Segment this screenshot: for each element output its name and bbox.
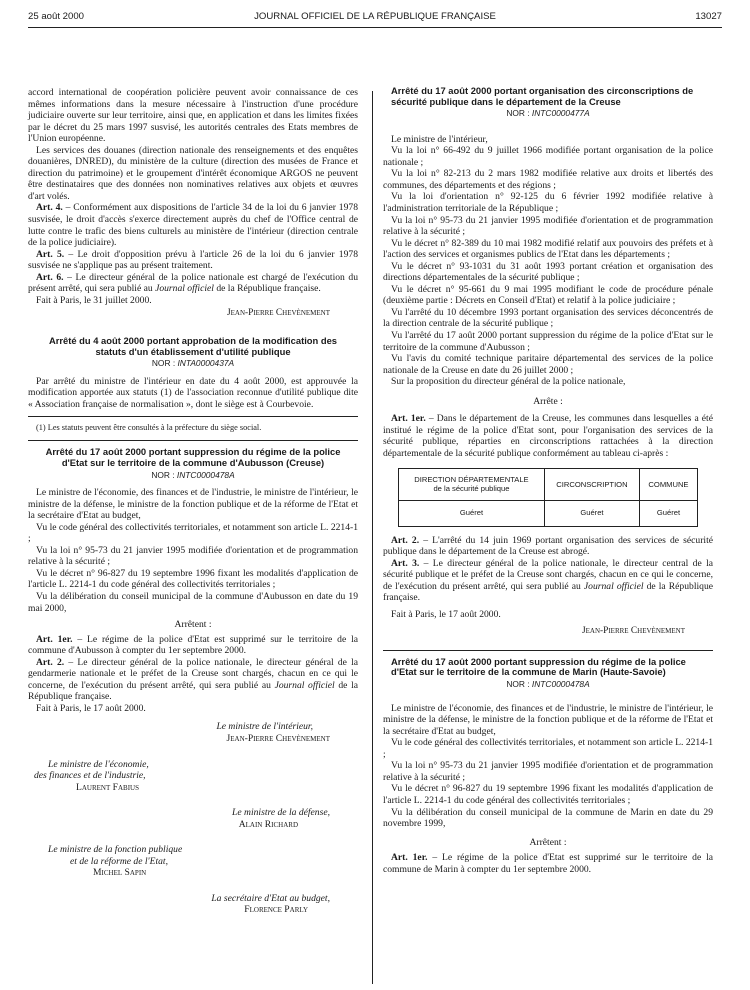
preamble: Le ministre de l'économie, des finances et de l'industrie, le ministre de l'intérieur, le ministre de la défense, le ministre de la fonction publique et de la réforme de l'Etat et la secrétaire d'Etat au budget,: [383, 702, 713, 737]
decree-title: Arrêté du 4 août 2000 portant approbation de la modification des statuts d'un établissement d'utilité publique: [48, 334, 338, 357]
visa: Vu le décret n° 82-389 du 10 mai 1982 modifié relatif aux pouvoirs des préfets et à l'action des services et organismes publics de l'Etat dans les départements ;: [383, 237, 713, 261]
visa: Vu la loi n° 95-73 du 21 janvier 1995 modifiée d'orientation et de programmation relative à la sécurité ;: [383, 214, 713, 238]
signature-block: [28, 721, 358, 916]
visa: Vu la délibération du conseil municipal de la commune d'Aubusson en date du 19 mai 2000,: [28, 590, 358, 614]
visa: Vu la loi n° 95-73 du 21 janvier 1995 modifiée d'orientation et de programmation relative à la sécurité ;: [28, 544, 358, 568]
nor-code: INTC0000478A: [531, 679, 590, 690]
nor-code: INTA0000437A: [177, 358, 235, 369]
journal-officiel-ref: Journal officiel: [155, 283, 214, 295]
nor-label: NOR :: [506, 108, 532, 119]
nor-code: INTC0000477A: [531, 108, 590, 119]
article-text: – Dans le département de la Creuse, les communes dans lesquelles a été institué le régime de la police d'Etat sont, pour l'organisation des services de la sécurité publique, réparties en circonscriptions rattachées à la direction départementale de la sécurité publique conformément au tableau ci-après :: [383, 413, 713, 459]
article-2: [383, 535, 713, 558]
article-label: Art. 2.: [391, 534, 420, 546]
article-text: – Le droit d'opposition prévu à l'article 26 de la loi du 6 janvier 1978 susvisée ne s'applique pas au présent traitement.: [28, 248, 358, 272]
column-header: COMMUNE: [639, 468, 697, 500]
fait-date: Fait à Paris, le 31 juillet 2000.: [36, 294, 152, 306]
intro-paragraph: accord international de coopération policière peuvent avoir connaissance de ces mêmes informations dans la mesure nécessaire à l'instruction d'une procédure judiciaire ouverte sur leur territoire, ainsi que, en application et dans les limites fixées par le décret du 25 mars 1997 susvisé, les autorités centrales des Etats membres de l'Union européenne.: [28, 87, 358, 145]
visa: Vu la loi n° 95-73 du 21 janvier 1995 modifiée d'orientation et de programmation relative à la sécurité ;: [383, 760, 713, 783]
header-journal-title: JOURNAL OFFICIEL DE LA RÉPUBLIQUE FRANÇAISE: [254, 11, 496, 22]
article-text: – L'arrêté du 14 juin 1969 portant organisation des services de sécurité publique dans le département de la Creuse est abrogé.: [383, 534, 713, 558]
article-text: – Le régime de la police d'Etat est supprimé sur le territoire de la commune d'Aubusson à compter du 1er septembre 2000.: [28, 633, 359, 657]
visa: Vu la délibération du conseil municipal de la commune de Marin en date du 29 novembre 1999,: [383, 806, 713, 830]
signatory-name: Alain Richard: [238, 818, 298, 830]
article-text: – Le directeur général de la police nationale, le directeur général de la gendarmerie nationale et le préfet de la Creuse sont chargés, chacun en ce qui le concerne, de l'exécution du présent arrêté, qui sera publié au: [28, 656, 358, 691]
article-2: [28, 657, 358, 703]
article-1: [28, 634, 358, 657]
article-text: – Le directeur général de la police nationale, le directeur central de la sécurité publique et le préfet de la Creuse sont chargés, chacun en ce qui le concerne, de l'exécution du présent arrêté, qui sera publié au: [383, 557, 713, 592]
preamble: Le ministre de l'économie, des finances et de l'industrie, le ministre de l'intérieur, le ministre de la défense, le ministre de la fonction publique et de la réforme de l'Etat et la secrétaire d'Etat au budget,: [28, 487, 358, 522]
article-text: de la République française.: [28, 679, 358, 703]
signatory-role: Le ministre de la fonction publique: [48, 844, 183, 856]
article-label: Art. 3.: [391, 557, 420, 569]
section-rule: [383, 650, 713, 651]
table-row: [399, 500, 698, 526]
article-text: – Le régime de la police d'Etat est supprimé sur le territoire de la commune de Marin à compter du 1er septembre 2000.: [383, 852, 714, 875]
nor-label: NOR :: [151, 469, 177, 480]
article-1: [383, 852, 713, 875]
article-label: Art. 6.: [36, 271, 64, 283]
minister-line: Le ministre de l'intérieur,: [391, 133, 488, 145]
visa: Vu la loi d'orientation n° 92-125 du 6 février 1992 modifiée relative à l'administration territoriale de la République ;: [383, 191, 713, 215]
decree-title: Arrêté du 17 août 2000 portant organisation des circonscriptions de sécurité publique dans le département de la Creuse: [391, 85, 694, 107]
signatory-name: Jean-Pierre Chevènement: [226, 732, 330, 744]
header-date: 25 août 2000: [28, 11, 85, 22]
signatory-role: Le ministre de l'économie,: [48, 758, 149, 770]
article-label: Art. 1er.: [391, 852, 428, 864]
signatory-role: et de la réforme de l'Etat,: [70, 855, 168, 867]
article-label: Art. 2.: [36, 656, 65, 668]
article-4: [28, 202, 358, 248]
visa: Vu l'arrêté du 10 décembre 1993 portant organisation des services déconcentrés de la direction centrale de la sécurité publique ;: [383, 306, 713, 330]
signatory-role: des finances et de l'industrie,: [34, 770, 146, 782]
table-cell: Guéret: [544, 500, 639, 526]
visa: Sur la proposition du directeur général de la police nationale,: [391, 376, 626, 388]
article-label: Art. 5.: [36, 248, 65, 260]
signatory-name: Michel Sapin: [93, 867, 147, 879]
nor-code: INTC0000478A: [176, 469, 235, 480]
visa: Vu le code général des collectivités territoriales, et notamment son article L. 2214-1 ;: [28, 521, 358, 545]
article-label: Art. 1er.: [391, 413, 426, 425]
arrete-heading: Arrête :: [533, 395, 563, 407]
signatory-name: Laurent Fabius: [76, 781, 139, 793]
signatory-role: Le ministre de la défense,: [232, 807, 330, 819]
nor-reference: [28, 470, 358, 482]
visa: Vu le décret n° 95-661 du 9 mai 1995 modifiant le code de procédure pénale (deuxième partie : Décrets en Conseil d'Etat) et relatif à la police judiciaire ;: [383, 283, 713, 307]
column-header: CIRCONSCRIPTION: [544, 468, 639, 500]
signatory-role: La secrétaire d'Etat au budget,: [211, 892, 330, 904]
article-text: – Conformément aux dispositions de l'article 34 de la loi du 6 janvier 1978 susvisée, le droit d'accès s'exerce directement auprès du chef de l'Office central de lutte contre le trafic des biens culturels au ministère de l'intérieur (direction centrale de la police judiciaire).: [28, 202, 358, 249]
signatory-role: Le ministre de l'intérieur,: [216, 721, 313, 733]
table-cell: Guéret: [639, 500, 697, 526]
header-rule: [28, 27, 722, 28]
visa: Vu la loi n° 82-213 du 2 mars 1982 modifiée relative aux droits et libertés des communes, des départements et des régions ;: [383, 168, 713, 191]
article-text: – Le directeur général de la police nationale est chargé de l'exécution du présent arrêté, qui sera publié au: [28, 271, 358, 295]
visa: Vu la loi n° 66-492 du 9 juillet 1966 modifiée portant organisation de la police nationale ;: [383, 145, 713, 168]
left-column: [28, 87, 358, 916]
visa: Vu le décret n° 96-827 du 19 septembre 1996 fixant les modalités d'application de l'article L. 2214-1 du code général des collectivités territoriales ;: [28, 567, 358, 591]
journal-officiel-ref: Journal officiel: [274, 679, 335, 691]
approval-paragraph: Par arrêté du ministre de l'intérieur en date du 4 août 2000, est approuvée la modification apportée aux statuts (1) de l'association reconnue d'utilité publique dite « Association française de normalisation », dont le siège est à Courbevoie.: [28, 375, 358, 410]
column-divider: [372, 91, 373, 984]
article-text: de la République française.: [213, 283, 321, 295]
nor-reference: [383, 108, 713, 120]
arretent-heading: Arrêtent :: [529, 836, 567, 848]
visa: Vu le code général des collectivités territoriales, et notamment son article L. 2214-1 ;: [383, 737, 713, 760]
table-header-row: [399, 468, 698, 500]
circonscriptions-table: [398, 468, 698, 527]
journal-officiel-ref: Journal officiel: [583, 580, 644, 592]
column-header: [399, 468, 545, 500]
article-label: Art. 4.: [36, 202, 63, 214]
page-header: [28, 11, 722, 25]
header-line: de la sécurité publique: [433, 484, 510, 493]
article-5: [28, 249, 358, 272]
article-text: de la République française.: [383, 580, 714, 604]
article-6: [28, 272, 358, 295]
nor-reference: [28, 358, 358, 370]
visa: Vu le décret n° 96-827 du 19 septembre 1996 fixant les modalités d'application de l'article L. 2214-1 du code général des collectivités territoriales ;: [383, 783, 713, 806]
fait-date: Fait à Paris, le 17 août 2000.: [36, 702, 146, 714]
footnote: (1) Les statuts peuvent être consultés à la préfecture du siège social.: [36, 423, 262, 433]
decree-title: Arrêté du 17 août 2000 portant suppression du régime de la police d'Etat sur le territoire de la commune de Marin (Haute-Savoie): [391, 655, 686, 678]
right-column: [383, 86, 713, 875]
arretent-heading: Arrêtent :: [174, 619, 212, 631]
fait-date: Fait à Paris, le 17 août 2000.: [391, 608, 501, 620]
signatory-name: Florence Parly: [244, 904, 308, 916]
decree-title: Arrêté du 17 août 2000 portant suppression du régime de la police d'Etat sur le territoire de la commune d'Aubusson (Creuse): [45, 446, 341, 468]
footnote-rule: [28, 416, 358, 417]
nor-label: NOR :: [506, 679, 532, 690]
table-cell: Guéret: [399, 500, 545, 526]
header-page-number: 13027: [695, 11, 722, 22]
signature: Jean-Pierre Chevènement: [226, 308, 330, 319]
nor-reference: [383, 679, 713, 691]
article-1: [383, 413, 713, 459]
douanes-paragraph: Les services des douanes (direction nationale des renseignements et des enquêtes douanières, DNRED), du ministère de la culture (direction des musées de France et direction du patrimoine) et le groupement d'intérêt économique ARGOS ne peuvent être destinataires que des données non nominatives relatives aux objets et œuvres d'art volés.: [28, 144, 358, 202]
article-label: Art. 1er.: [36, 633, 73, 645]
visa: Vu l'avis du comité technique paritaire départemental des services de la police nationale de la Creuse en date du 26 juillet 2000 ;: [383, 353, 713, 376]
section-rule: [28, 440, 358, 441]
nor-label: NOR :: [151, 358, 178, 369]
visa: Vu le décret n° 93-1031 du 31 août 1993 portant création et organisation des directions départementales de la sécurité publique ;: [383, 260, 713, 284]
visa: Vu l'arrêté du 17 août 2000 portant suppression du régime de la police d'Etat sur le territoire de la commune d'Aubusson ;: [383, 330, 713, 353]
article-3: [383, 558, 713, 604]
header-line: DIRECTION DÉPARTEMENTALE: [414, 475, 529, 484]
signature: Jean-Pierre Chevènement: [581, 626, 685, 637]
